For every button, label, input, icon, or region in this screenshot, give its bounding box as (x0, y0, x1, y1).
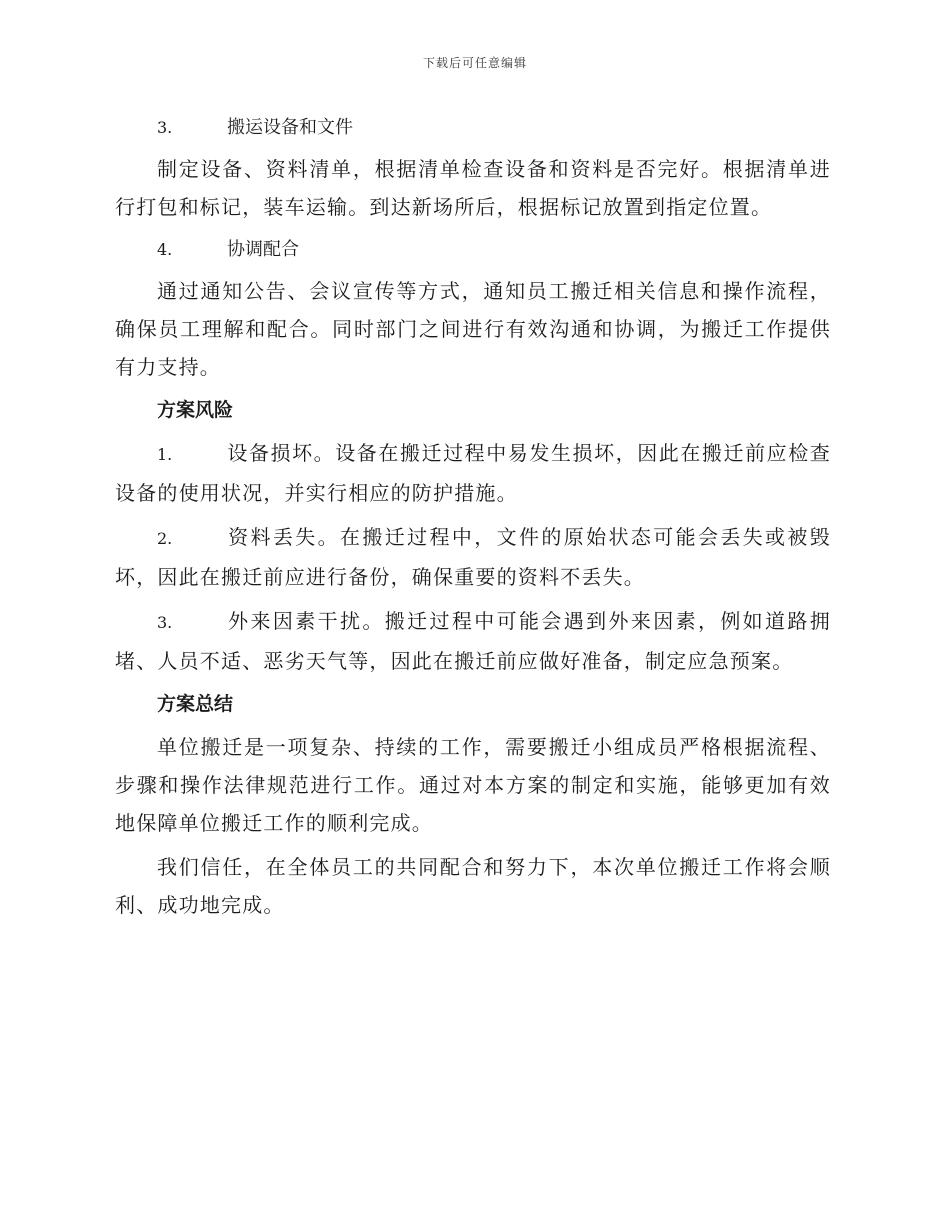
risk-item-3 (115, 602, 831, 680)
item-text: 设备损坏。设备在搬迁过程中易发生损坏，因此在搬迁前应检查设备的使用状况，并实行相应的防护措施。 (115, 441, 831, 505)
section-title-summary: 方案总结 (157, 693, 234, 715)
item-number: 3. (157, 613, 173, 632)
summary-paragraph-1: 单位搬迁是一项复杂、持续的工作，需要搬迁小组成员严格根据流程、步骤和操作法律规范进行工作。通过对本方案的制定和实施，能够更加有效地保障单位搬迁工作的顺利完成。 (115, 735, 831, 835)
item-number: 3. (157, 118, 173, 137)
risk-item-2 (115, 518, 831, 596)
item-heading-4 (115, 232, 831, 268)
paragraph: 制定设备、资料清单，根据清单检查设备和资料是否完好。根据清单进行打包和标记，装车运输。到达新场所后，根据标记放置到指定位置。 (115, 157, 831, 219)
paragraph: 通过通知公告、会议宣传等方式，通知员工搬迁相关信息和操作流程，确保员工理解和配合。同时部门之间进行有效沟通和协调，为搬迁工作提供有力支持。 (115, 279, 831, 379)
item-number: 2. (157, 529, 173, 548)
item-number: 4. (157, 240, 173, 259)
item-title: 协调配合 (227, 239, 299, 260)
section-title-risk: 方案风险 (157, 399, 234, 421)
item-text: 资料丢失。在搬迁过程中，文件的原始状态可能会丢失或被毁坏，因此在搬迁前应进行备份，确保重要的资料不丢失。 (115, 525, 831, 589)
document-body (115, 110, 831, 930)
item-title: 搬运设备和文件 (227, 117, 353, 138)
item-heading-3 (115, 110, 831, 146)
summary-paragraph-2: 我们信任，在全体员工的共同配合和努力下，本次单位搬迁工作将会顺利、成功地完成。 (115, 855, 831, 917)
item-number: 1. (157, 445, 173, 464)
item-text: 外来因素干扰。搬迁过程中可能会遇到外来因素，例如道路拥堵、人员不适、恶劣天气等，因此在搬迁前应做好准备，制定应急预案。 (115, 609, 831, 673)
risk-item-1 (115, 434, 831, 512)
page-header: 下载后可任意编辑 (422, 56, 527, 70)
